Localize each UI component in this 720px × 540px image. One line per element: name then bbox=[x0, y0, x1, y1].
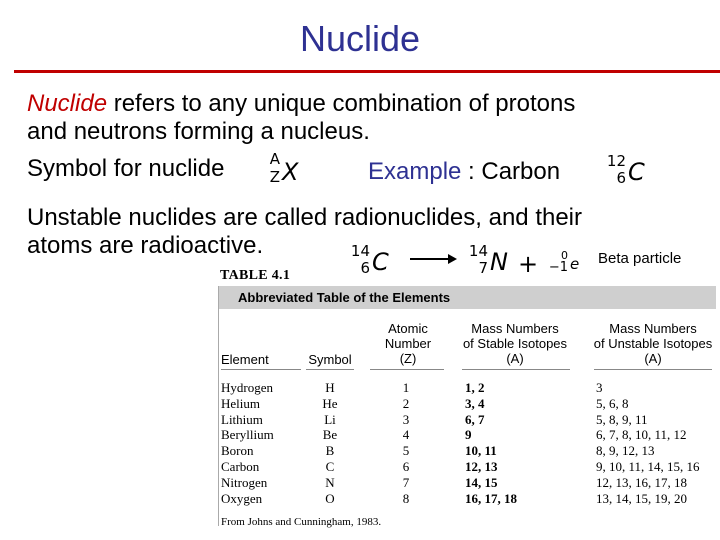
nitrogen-14-element: N bbox=[490, 248, 508, 276]
nitrogen-14-atomic: 7 bbox=[478, 259, 488, 277]
column-stable-isotopes bbox=[465, 380, 575, 506]
table-cell: 6, 7, 8, 10, 11, 12 bbox=[596, 427, 687, 443]
header-stable-isotopes: Mass Numbers of Stable Isotopes (A) bbox=[462, 321, 568, 366]
header-atomic-number: Atomic Number (Z) bbox=[384, 321, 432, 366]
table-cell: 5, 8, 9, 11 bbox=[596, 411, 648, 427]
table-cell: 9, 10, 11, 14, 15, 16 bbox=[596, 458, 700, 474]
table-cell: Be bbox=[322, 427, 338, 443]
reaction-plus: + bbox=[518, 250, 539, 278]
table-label: TABLE 4.1 bbox=[220, 268, 291, 283]
column-element bbox=[221, 380, 301, 506]
header-underline-stable bbox=[462, 369, 570, 370]
example-word: Example bbox=[368, 158, 462, 185]
table-cell: O bbox=[325, 490, 335, 506]
table-cell: He bbox=[322, 395, 338, 411]
table-left-border bbox=[218, 286, 219, 526]
title-divider bbox=[14, 70, 720, 73]
paragraph-radionuclides-line-2: atoms are radioactive. bbox=[27, 232, 264, 259]
table-cell: B bbox=[325, 443, 335, 459]
beta-particle-label: Beta particle bbox=[598, 250, 682, 267]
mass-number-A: A bbox=[269, 150, 280, 168]
table-cell: 10, 11 bbox=[465, 443, 497, 459]
header-underline-atomic bbox=[370, 369, 444, 370]
table-cell: 9 bbox=[465, 427, 472, 443]
column-symbol bbox=[310, 380, 350, 506]
table-caption: Abbreviated Table of the Elements bbox=[238, 290, 451, 305]
table-cell: 1 bbox=[402, 380, 410, 395]
table-cell: C bbox=[325, 458, 335, 474]
carbon-12-mass: 12 bbox=[606, 152, 626, 170]
symbol-label: Symbol for nuclide bbox=[27, 155, 225, 182]
table-cell: 16, 17, 18 bbox=[465, 490, 517, 506]
beta-element: e bbox=[570, 255, 580, 273]
definition-text: refers to any unique combination of protons bbox=[107, 90, 576, 117]
header-underline-unstable bbox=[594, 369, 712, 370]
header-underline-symbol bbox=[306, 369, 354, 370]
nitrogen-14-mass: 14 bbox=[468, 242, 488, 260]
carbon-12-symbol bbox=[604, 152, 648, 188]
slide-title: Nuclide bbox=[299, 18, 421, 59]
table-cell: 12, 13, 16, 17, 18 bbox=[596, 474, 687, 490]
carbon-14-atomic: 6 bbox=[360, 259, 370, 277]
example-rest: : Carbon bbox=[461, 158, 561, 185]
table-cell: 12, 13 bbox=[465, 458, 498, 474]
table-cell: 3 bbox=[596, 380, 603, 395]
column-unstable-isotopes bbox=[596, 380, 718, 506]
beta-mass: 0 bbox=[561, 249, 568, 262]
term-nuclide: Nuclide bbox=[27, 90, 108, 117]
table-cell: Boron bbox=[221, 443, 254, 459]
definition-line-2: and neutrons forming a nucleus. bbox=[27, 118, 370, 145]
table-cell: Li bbox=[324, 411, 336, 427]
table-cell: Carbon bbox=[221, 458, 260, 474]
table-cell: 8 bbox=[402, 490, 410, 506]
table-cell: 14, 15 bbox=[465, 474, 498, 490]
header-underline-element bbox=[221, 369, 301, 370]
carbon-12-element: C bbox=[628, 158, 645, 186]
table-cell: H bbox=[325, 380, 335, 395]
element-symbol-X: X bbox=[282, 158, 299, 186]
header-element: Element bbox=[221, 352, 269, 367]
header-unstable-isotopes: Mass Numbers of Unstable Isotopes (A) bbox=[593, 321, 713, 366]
example-line bbox=[368, 158, 560, 186]
table-cell: Hydrogen bbox=[221, 380, 273, 395]
table-cell: 3 bbox=[402, 411, 410, 427]
generic-nuclide-symbol bbox=[266, 152, 306, 188]
table-cell: Beryllium bbox=[221, 427, 274, 443]
table-cell: 2 bbox=[402, 395, 410, 411]
table-cell: 4 bbox=[402, 427, 410, 443]
table-cell: 13, 14, 15, 19, 20 bbox=[596, 490, 687, 506]
table-source-footer: From Johns and Cunningham, 1983. bbox=[221, 516, 382, 528]
paragraph-radionuclides: Unstable nuclides are called radionuclides, and their bbox=[27, 204, 582, 231]
beta-charge: −1 bbox=[548, 260, 568, 275]
table-cell: Lithium bbox=[221, 411, 263, 427]
table-cell: 5 bbox=[402, 443, 410, 459]
table-cell: 8, 9, 12, 13 bbox=[596, 443, 655, 459]
table-cell: 5, 6, 8 bbox=[596, 395, 629, 411]
carbon-14-mass: 14 bbox=[350, 242, 370, 260]
table-cell: 7 bbox=[402, 474, 410, 490]
header-symbol: Symbol bbox=[308, 352, 352, 367]
table-cell: Helium bbox=[221, 395, 260, 411]
carbon-14-element: C bbox=[372, 248, 389, 276]
column-atomic-number bbox=[396, 380, 416, 506]
table-cell: 6, 7 bbox=[465, 411, 485, 427]
reaction-arrow-icon bbox=[410, 252, 458, 266]
carbon-12-atomic: 6 bbox=[616, 169, 626, 187]
table-cell: Oxygen bbox=[221, 490, 263, 506]
table-cell: 6 bbox=[402, 458, 410, 474]
atomic-number-Z: Z bbox=[269, 168, 280, 186]
table-cell: 1, 2 bbox=[465, 380, 485, 395]
table-cell: 3, 4 bbox=[465, 395, 485, 411]
paragraph-definition bbox=[27, 90, 575, 118]
table-caption-bar bbox=[218, 286, 716, 309]
table-cell: Nitrogen bbox=[221, 474, 268, 490]
table-cell: N bbox=[325, 474, 335, 490]
